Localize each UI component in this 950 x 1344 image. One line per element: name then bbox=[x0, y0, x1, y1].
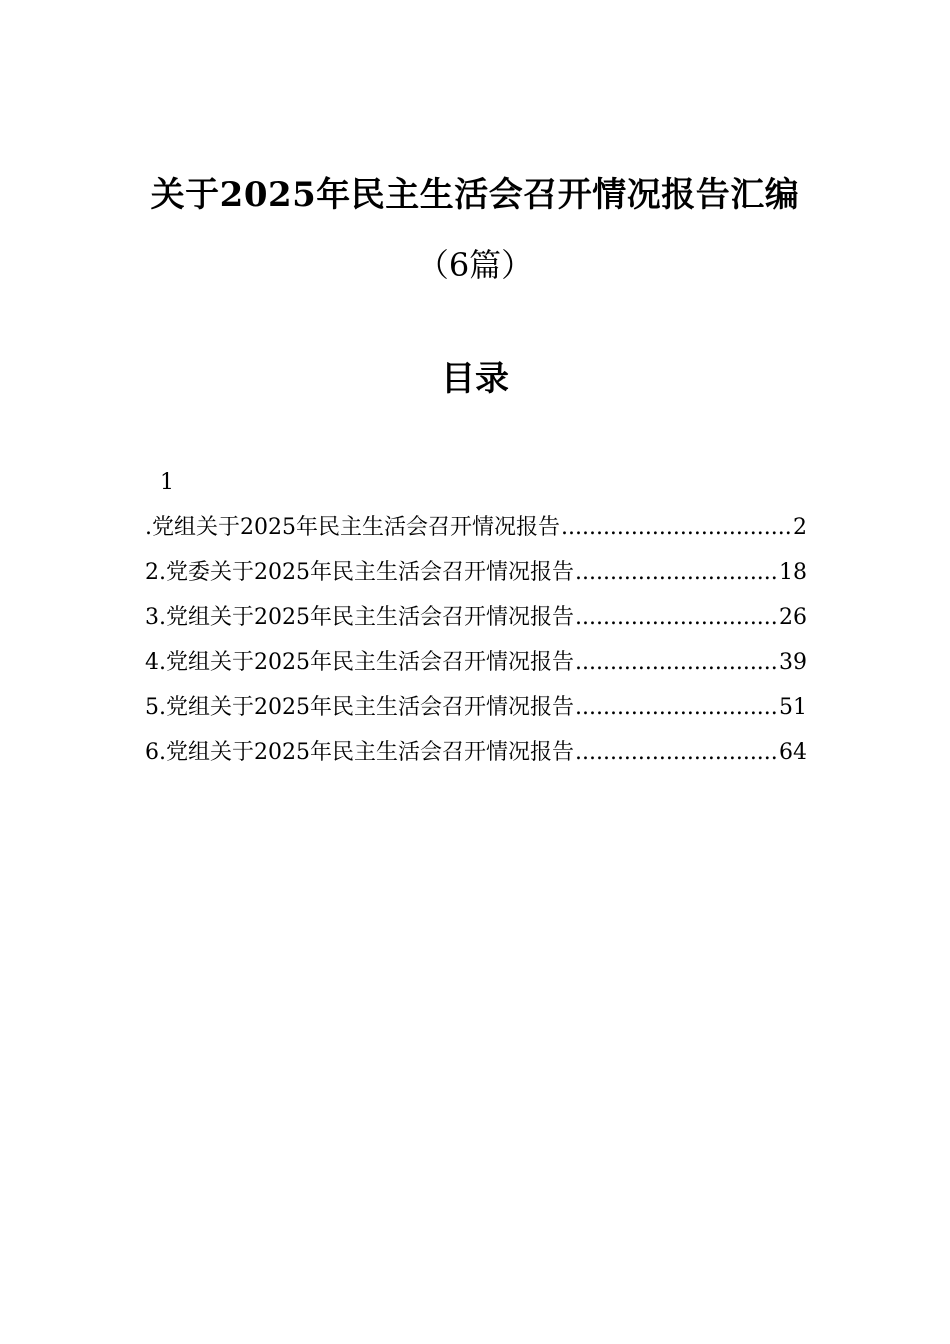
toc-entry-2[interactable] bbox=[145, 550, 807, 595]
toc-entry-1[interactable] bbox=[145, 505, 807, 550]
toc-page-number: 64 bbox=[779, 740, 807, 765]
toc-dot-leader bbox=[561, 505, 792, 550]
table-of-contents bbox=[145, 463, 807, 775]
toc-entry-3[interactable] bbox=[145, 595, 807, 640]
toc-entry-text: 4.党组关于2025年民主生活会召开情况报告 bbox=[145, 650, 574, 675]
toc-entry-6[interactable] bbox=[145, 730, 807, 775]
toc-entry-text: 2.党委关于2025年民主生活会召开情况报告 bbox=[145, 560, 574, 585]
toc-dot-leader bbox=[575, 550, 778, 595]
document-title: 关于2025年民主生活会召开情况报告汇编 bbox=[150, 175, 800, 215]
toc-entry-4[interactable] bbox=[145, 640, 807, 685]
toc-dot-leader bbox=[575, 730, 778, 775]
toc-stray-number: 1 bbox=[160, 470, 174, 495]
toc-heading: 目录 bbox=[441, 359, 509, 399]
toc-entry-5[interactable] bbox=[145, 685, 807, 730]
toc-entry-text: .党组关于2025年民主生活会召开情况报告 bbox=[145, 515, 560, 540]
toc-page-number: 26 bbox=[779, 605, 807, 630]
document-subtitle: （6篇） bbox=[416, 246, 534, 284]
toc-page-number: 51 bbox=[779, 695, 807, 720]
toc-entry-text: 3.党组关于2025年民主生活会召开情况报告 bbox=[145, 605, 574, 630]
toc-page-number: 18 bbox=[779, 560, 807, 585]
toc-entry-text: 6.党组关于2025年民主生活会召开情况报告 bbox=[145, 740, 574, 765]
toc-dot-leader bbox=[575, 595, 778, 640]
toc-dot-leader bbox=[575, 685, 778, 730]
toc-entry-text: 5.党组关于2025年民主生活会召开情况报告 bbox=[145, 695, 574, 720]
toc-page-number: 39 bbox=[779, 650, 807, 675]
toc-page-number: 2 bbox=[793, 515, 807, 540]
toc-dot-leader bbox=[575, 640, 778, 685]
